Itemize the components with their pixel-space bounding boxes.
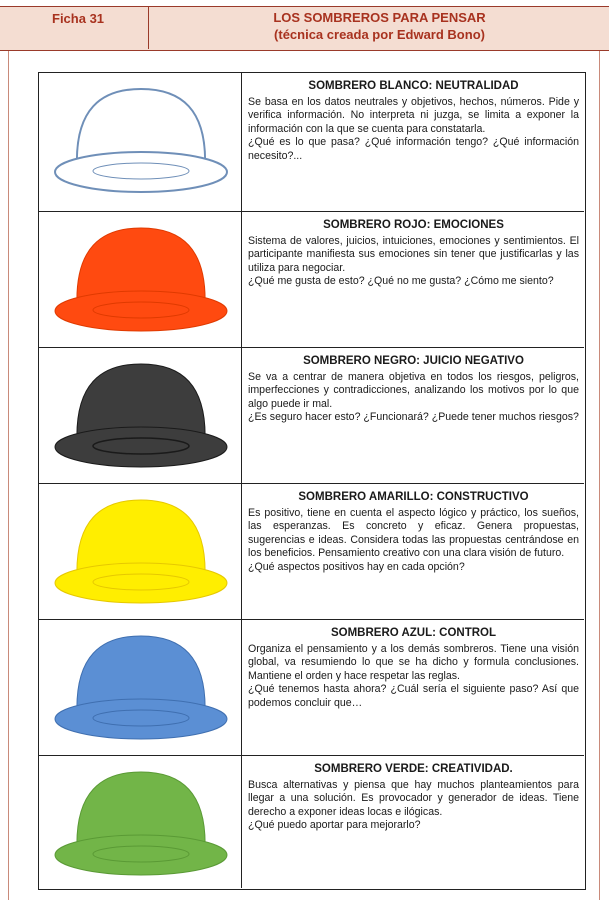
blue-hat-icon [49, 626, 233, 751]
ficha-label: Ficha 31 [0, 7, 149, 49]
black-hat-icon [49, 354, 233, 479]
red-hat-icon [49, 218, 233, 343]
hat-row-blue [39, 620, 584, 756]
hat-description: Sistema de valores, juicios, intuiciones, emociones y sentimientos. El participante manifiesta sus emociones sin tener que justificarlas y las utiliza para negociar. [248, 235, 579, 274]
hat-title: SOMBRERO NEGRO: JUICIO NEGATIVO [303, 355, 524, 367]
hat-text-cell [242, 212, 584, 347]
hat-brim [55, 835, 227, 875]
hat-text-cell [242, 484, 584, 619]
hat-questions: ¿Qué me gusta de esto? ¿Qué no me gusta? ¿Cómo me siento? [248, 275, 554, 288]
hat-description: Organiza el pensamiento y a los demás sombreros. Tiene una visión global, va resumiendo lo que se ha dicho y formula conclusiones. Mantiene el orden y hace respetar las reglas. [248, 643, 579, 682]
hat-row-yellow [39, 484, 584, 620]
hat-text-cell [242, 620, 584, 755]
hat-title: SOMBRERO VERDE: CREATIVIDAD. [314, 763, 513, 775]
hat-title: SOMBRERO AZUL: CONTROL [330, 627, 497, 639]
header-bar [0, 6, 609, 51]
hat-description: Busca alternativas y piensa que hay muchos planteamientos para llegar a una solución. Es provocador y generador de ideas. Tiene derecho a exponer ideas locas e ilógicas. [248, 779, 579, 818]
hats-table [38, 72, 586, 890]
hat-title: SOMBRERO ROJO: EMOCIONES [323, 219, 504, 231]
hat-brim [55, 563, 227, 603]
header-titles [150, 9, 609, 43]
hat-image-cell [39, 73, 242, 211]
hat-image-cell [39, 620, 242, 755]
hat-row-white [39, 73, 584, 212]
hat-row-green [39, 756, 584, 888]
hat-title: SOMBRERO BLANCO: NEUTRALIDAD [308, 80, 519, 92]
page-subtitle: (técnica creada por Edward Bono) [274, 27, 485, 42]
page-border-right [599, 51, 600, 900]
white-hat-icon [49, 79, 233, 204]
hat-questions: ¿Qué aspectos positivos hay en cada opción? [248, 560, 465, 573]
hat-image-cell [39, 348, 242, 483]
hat-questions: ¿Qué tenemos hasta ahora? ¿Cuál sería el siguiente paso? Así que podemos concluir que… [248, 683, 579, 709]
yellow-hat-icon [49, 490, 233, 615]
hat-brim [55, 427, 227, 467]
hat-description: Se va a centrar de manera objetiva en todos los riesgos, peligros, imperfecciones y contradicciones, analizando los motivos por lo que algo puede ir mal. [248, 371, 579, 410]
hat-text-cell [242, 73, 584, 211]
hat-brim [55, 699, 227, 739]
hat-row-red [39, 212, 584, 348]
green-hat-icon [49, 762, 233, 887]
hat-text-cell [242, 756, 584, 888]
hat-questions: ¿Qué puedo aportar para mejorarlo? [248, 819, 421, 832]
hat-description: Se basa en los datos neutrales y objetivos, hechos, números. Pide y verifica información. No interpreta ni juzga, se limita a exponer la información con la que se cuenta para constatarla. [248, 96, 579, 135]
hat-description: Es positivo, tiene en cuenta el aspecto lógico y práctico, los sueños, las esperanzas. Es concreto y eficaz. Genera propuestas, sugerencias e ideas. Considera todas las propuestas centrándose en los beneficios. Pensamiento creativo con una clara visión de futuro. [248, 507, 579, 560]
hat-title: SOMBRERO AMARILLO: CONSTRUCTIVO [298, 491, 529, 503]
hat-brim [55, 152, 227, 192]
hat-text-cell [242, 348, 584, 483]
page-title: LOS SOMBREROS PARA PENSAR [273, 10, 486, 25]
hat-row-black [39, 348, 584, 484]
hat-image-cell [39, 484, 242, 619]
hat-image-cell [39, 756, 242, 888]
hat-questions: ¿Qué es lo que pasa? ¿Qué información tengo? ¿Qué información necesito?... [248, 136, 579, 162]
hat-image-cell [39, 212, 242, 347]
hat-questions: ¿Es seguro hacer esto? ¿Funcionará? ¿Puede tener muchos riesgos? [248, 411, 579, 424]
hat-brim [55, 291, 227, 331]
page-border-left [8, 51, 9, 900]
